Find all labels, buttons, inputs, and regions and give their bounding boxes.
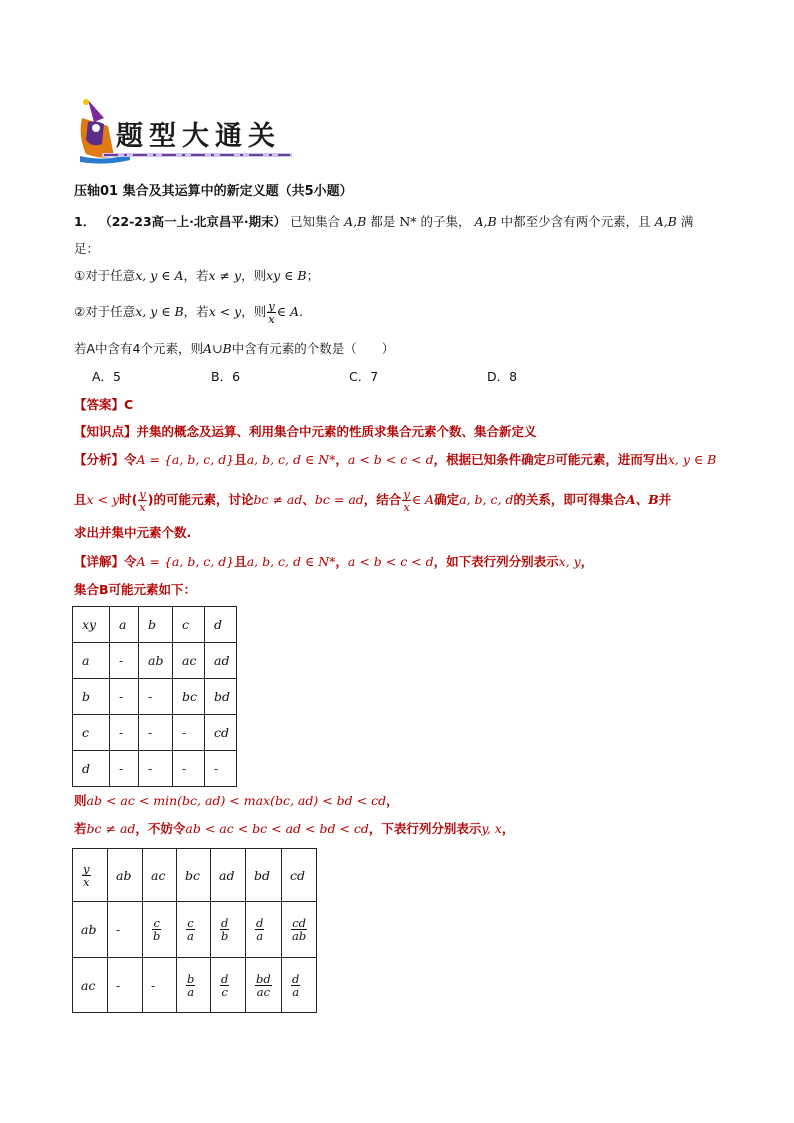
option-b: B．6 — [211, 369, 241, 384]
math-ab: A,B — [344, 214, 367, 229]
table-cell: b — [139, 607, 173, 643]
math: x, y — [558, 554, 581, 569]
frac-num: y — [403, 487, 410, 501]
math: B — [546, 452, 556, 467]
table-row — [73, 679, 237, 715]
text: ，不妨令 — [135, 821, 186, 836]
table-cell: - — [139, 679, 173, 715]
analysis-line3: 求出并集中元素个数. — [74, 525, 192, 540]
analysis-line1 — [74, 451, 716, 469]
table-cell: bc — [177, 849, 211, 902]
fraction — [402, 488, 411, 513]
text: ， — [335, 452, 348, 467]
fraction — [138, 488, 147, 513]
text: 若 — [74, 821, 87, 836]
fraction — [291, 973, 300, 998]
text: ，结合 — [363, 492, 402, 507]
table-cell: ac — [73, 958, 108, 1013]
detail-label: 【详解】 — [74, 554, 125, 569]
question-number: 1． — [74, 214, 96, 229]
frac-den: b — [221, 929, 229, 943]
table-cell: - — [110, 679, 139, 715]
fraction — [186, 917, 195, 942]
math-nstar: N* — [399, 214, 417, 229]
option-a: A．5 — [92, 369, 122, 384]
frac-den: a — [187, 929, 194, 943]
text: 且 — [234, 452, 247, 467]
math: A、B — [625, 492, 659, 507]
table-cell: b — [73, 679, 110, 715]
frac-den: a — [256, 929, 264, 943]
ask-text: 若A中含有4个元素，则 — [74, 341, 204, 356]
text: 时( — [119, 492, 138, 507]
stem-text: 满 — [680, 214, 694, 229]
table-corner-cell — [73, 849, 108, 902]
knowledge-label: 【知识点】 — [74, 424, 137, 439]
frac-num: c — [153, 916, 160, 930]
fraction — [255, 917, 264, 942]
table-cell — [246, 902, 282, 958]
math: bc ≠ ad — [253, 492, 303, 507]
table-cell: bd — [205, 679, 237, 715]
frac-num: d — [221, 916, 229, 930]
answer-label: 【答案】 — [74, 397, 125, 412]
cond-text: ，若 — [183, 268, 209, 283]
fraction — [291, 917, 307, 942]
table-cell: - — [205, 751, 237, 787]
frac-num: d — [292, 971, 300, 986]
text: ， — [386, 793, 399, 808]
question-stem-line1 — [74, 213, 693, 231]
frac-num: b — [187, 971, 195, 986]
math: y, x — [481, 821, 502, 836]
math: ab < ac < bc < ad < bd < cd — [185, 821, 369, 836]
table-cell: d — [73, 751, 110, 787]
table-row — [73, 902, 317, 958]
table-cell: - — [108, 902, 143, 958]
table-cell: ac — [173, 643, 205, 679]
frac-num: y — [83, 861, 90, 876]
text: 令 — [124, 452, 137, 467]
frac-den: x — [139, 500, 146, 514]
answer-line — [74, 396, 133, 414]
frac-num: y — [139, 487, 146, 501]
stem-text: 已知集合 — [290, 214, 341, 229]
frac-den: a — [292, 984, 300, 999]
frac-num: bd — [256, 971, 271, 986]
math-ab: A,B — [474, 214, 497, 229]
fraction — [220, 973, 229, 998]
analysis-line2 — [74, 488, 671, 513]
frac-den: ab — [292, 929, 307, 943]
question-source: （22-23高一上·北京昌平·期末） — [99, 214, 287, 229]
math: a, b, c, d ∈ N* — [246, 452, 336, 467]
math: x < y — [208, 304, 242, 319]
math: a, b, c, d — [459, 492, 514, 507]
section-banner — [74, 96, 296, 166]
cond-text: ； — [306, 268, 320, 283]
inequality-line1 — [74, 792, 399, 810]
table-cell: - — [110, 643, 139, 679]
knowledge-text: 并集的概念及运算、利用集合中元素的性质求集合元素个数、集合新定义 — [136, 424, 537, 439]
table-cell: bc — [173, 679, 205, 715]
table-cell: c — [173, 607, 205, 643]
frac-den: a — [187, 984, 195, 999]
math: ∈ A — [411, 492, 435, 507]
possible-elements-caption: 集合B可能元素如下： — [74, 582, 197, 597]
math: x, y ∈ A — [135, 268, 184, 283]
table-cell: ac — [143, 849, 177, 902]
frac-num: d — [221, 971, 229, 986]
text: ， — [501, 821, 515, 836]
table-cell: ad — [211, 849, 246, 902]
math: x, y ∈ B — [135, 304, 184, 319]
frac-num: cd — [292, 916, 307, 930]
table-cell — [211, 902, 246, 958]
condition-2 — [74, 300, 303, 325]
table-cell: - — [139, 715, 173, 751]
stem-text: 中都至少含有两个元素，且 — [500, 214, 651, 229]
stem-text: 都是 — [370, 214, 396, 229]
frac-den: x — [83, 874, 90, 889]
math: x, y ∈ B — [667, 452, 717, 467]
table-row — [73, 643, 237, 679]
banner-underline — [102, 152, 292, 158]
fraction — [186, 973, 195, 998]
table-cell: xy — [73, 607, 110, 643]
fraction — [267, 300, 276, 325]
math: A = {a, b, c, d} — [136, 554, 235, 569]
text: ， — [335, 554, 348, 569]
text: 令 — [124, 554, 137, 569]
frac-num: c — [187, 916, 194, 930]
table-cell: ab — [108, 849, 143, 902]
text: 的关系，即可得集合 — [513, 492, 626, 507]
analysis-label: 【分析】 — [74, 452, 125, 467]
table-cell — [211, 958, 246, 1013]
table-cell — [282, 958, 317, 1013]
table-cell — [143, 902, 177, 958]
text: 且 — [234, 554, 247, 569]
ask-text: 中含有元素的个数是（ ） — [231, 341, 395, 356]
table-cell: - — [139, 751, 173, 787]
cond-text: ，则 — [241, 304, 267, 319]
text: 、 — [302, 492, 315, 507]
math: bc ≠ ad — [86, 821, 136, 836]
table-cell — [177, 958, 211, 1013]
cond-text: ②对于任意 — [74, 304, 136, 319]
fraction — [82, 863, 91, 888]
fraction — [152, 917, 161, 942]
math: x ≠ y — [208, 268, 242, 283]
question-ask — [74, 340, 394, 358]
table-cell: ab — [73, 902, 108, 958]
stem-text: 的子集， — [420, 214, 471, 229]
frac-den: c — [221, 984, 228, 999]
table-cell — [177, 902, 211, 958]
text: ，下表行列分别表示 — [368, 821, 482, 836]
math: A = {a, b, c, d} — [136, 452, 235, 467]
table-cell: - — [173, 751, 205, 787]
table-cell: - — [143, 958, 177, 1013]
math: A∪B — [203, 341, 232, 356]
table-cell: ab — [139, 643, 173, 679]
condition-1 — [74, 267, 319, 285]
math: bc = ad — [314, 492, 364, 507]
text: ，根据已知条件确定 — [433, 452, 547, 467]
frac-num: d — [256, 916, 264, 930]
table-cell — [282, 902, 317, 958]
table-row — [73, 715, 237, 751]
text: )的可能元素，讨论 — [147, 492, 254, 507]
table-cell: cd — [282, 849, 317, 902]
question-stem-line2: 足： — [74, 241, 100, 256]
option-d: D．8 — [487, 369, 518, 384]
cond-text: ，则 — [241, 268, 267, 283]
table-cell: bd — [246, 849, 282, 902]
table-cell: - — [173, 715, 205, 751]
table-cell: - — [108, 958, 143, 1013]
table-cell — [246, 958, 282, 1013]
math: a < b < c < d — [347, 452, 434, 467]
frac-den: x — [403, 500, 410, 514]
knowledge-line — [74, 423, 537, 441]
cond-text: ，若 — [183, 304, 209, 319]
detail-line — [74, 553, 593, 571]
table-cell: a — [73, 643, 110, 679]
answer-value: C — [124, 397, 134, 412]
table-header-row — [73, 849, 317, 902]
math: ab < ac < min(bc, ad) < max(bc, ad) < bd < cd — [86, 793, 387, 808]
table-row — [73, 958, 317, 1013]
table-quotients — [72, 848, 317, 1013]
table-products — [72, 606, 237, 787]
option-c: C．7 — [349, 369, 379, 384]
banner-title: 题型大通关 — [116, 121, 281, 152]
text: 可能元素，进而写出 — [555, 452, 668, 467]
math: x < y — [86, 492, 120, 507]
frac-den: ac — [256, 984, 271, 999]
fraction — [220, 917, 229, 942]
fraction — [255, 973, 272, 998]
frac-den: b — [153, 929, 161, 943]
math: a < b < c < d — [347, 554, 434, 569]
text: 确定 — [434, 492, 460, 507]
table-cell: - — [110, 751, 139, 787]
math: ∈ A. — [276, 304, 303, 319]
table-header-row — [73, 607, 237, 643]
text: 且 — [74, 492, 87, 507]
text: ， — [580, 554, 594, 569]
table-cell: d — [205, 607, 237, 643]
table-cell: cd — [205, 715, 237, 751]
table-cell: c — [73, 715, 110, 751]
text: ，如下表行列分别表示 — [433, 554, 559, 569]
math-ab: A,B — [654, 214, 677, 229]
text: 并 — [658, 492, 672, 507]
table-cell: a — [110, 607, 139, 643]
table-row — [73, 751, 237, 787]
table-cell: - — [110, 715, 139, 751]
inequality-line2 — [74, 820, 514, 838]
section-heading: 压轴01 集合及其运算中的新定义题（共5小题） — [74, 184, 353, 199]
math: xy ∈ B — [266, 268, 307, 283]
frac-num: y — [268, 299, 275, 313]
cond-text: ①对于任意 — [74, 268, 136, 283]
frac-den: x — [268, 312, 275, 326]
text: 则 — [74, 793, 87, 808]
math: a, b, c, d ∈ N* — [246, 554, 336, 569]
table-cell: ad — [205, 643, 237, 679]
